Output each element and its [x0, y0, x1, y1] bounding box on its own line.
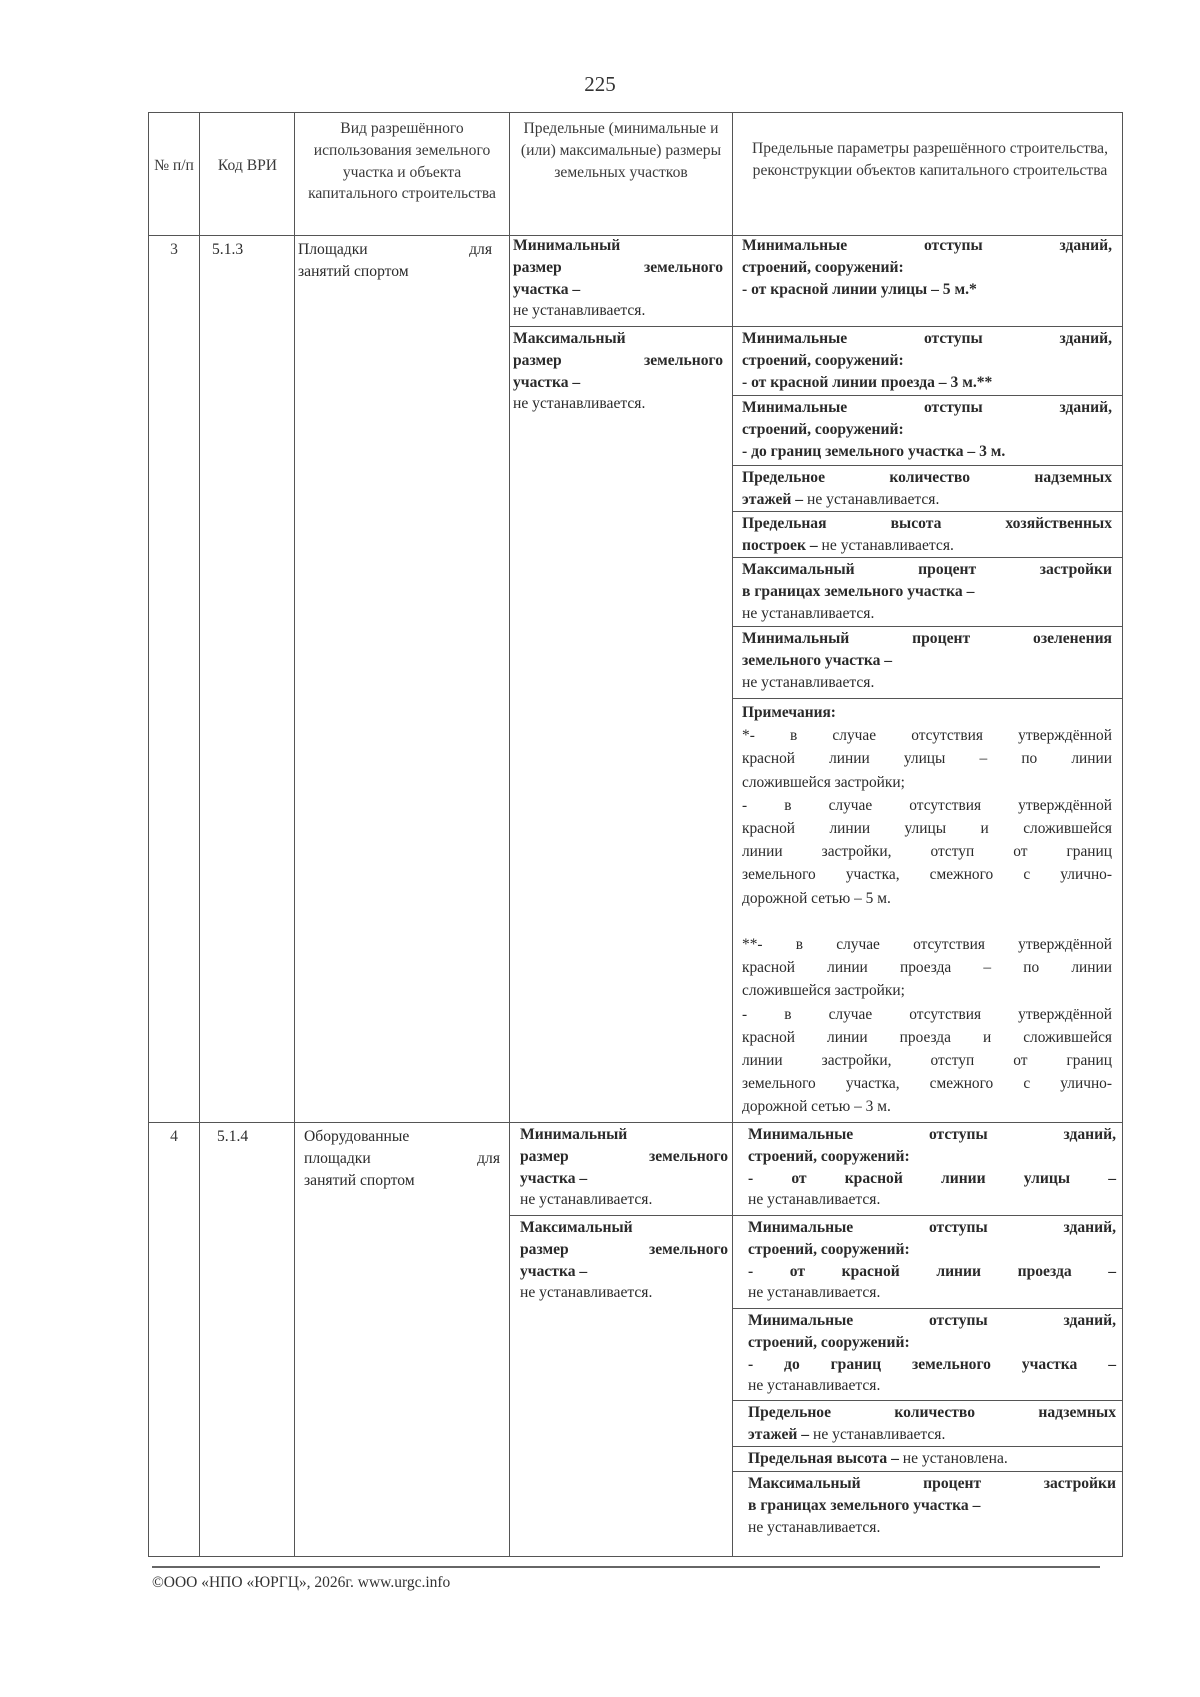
- footer-copyright: ©ООО «НПО «ЮРГЦ», 2026г. www.urgc.info: [152, 1574, 451, 1591]
- col-divider: [199, 112, 200, 1557]
- cell-divider: [732, 326, 1123, 327]
- cell-divider: [732, 511, 1123, 512]
- row-number: 4: [170, 1128, 178, 1145]
- param-block: Предельная высота хозяйственных построек – не устанавливается.: [742, 515, 1112, 554]
- param-block: Минимальные отступы зданий, строений, сооружений: - до границ земельного участка – 3 м.: [742, 399, 1112, 460]
- param-block: Минимальные отступы зданий, строений, сооружений: - от красной линии проезда – не устанавливается.: [748, 1219, 1116, 1302]
- row-kind: Площадки для занятий спортом: [298, 241, 492, 280]
- cell-divider: [732, 465, 1123, 466]
- cell-divider: [509, 1215, 732, 1216]
- header-kind: Вид разрешённого использования земельного участка и объекта капитального строительства: [308, 120, 496, 203]
- param-block: Предельное количество надземных этажей – не устанавливается.: [748, 1404, 1116, 1443]
- min-size-block: Минимальный размер земельного участка – не устанавливается.: [520, 1126, 728, 1209]
- row-code: 5.1.4: [217, 1128, 249, 1145]
- header-code: Код ВРИ: [217, 157, 278, 174]
- param-block: Максимальный процент застройки в границах земельного участка – не устанавливается.: [748, 1475, 1116, 1536]
- col-divider: [732, 112, 733, 1557]
- notes-title: Примечания:: [742, 704, 836, 721]
- cell-divider: [732, 1308, 1123, 1309]
- max-size-block: Максимальный размер земельного участка – не устанавливается.: [513, 330, 723, 413]
- header-number: № п/п: [154, 157, 194, 174]
- row-code: 5.1.3: [212, 241, 244, 258]
- page-number: 225: [584, 72, 616, 96]
- cell-divider: [732, 698, 1123, 699]
- row-divider: [148, 1122, 1123, 1123]
- col-divider: [294, 112, 295, 1557]
- param-block: Минимальный процент озеленения земельного участка – не устанавливается.: [742, 630, 1112, 691]
- param-block: Минимальные отступы зданий, строений, сооружений: - от красной линии проезда – 3 м.**: [742, 330, 1112, 391]
- notes-block: Примечания: *- в случае отсутствия утверждённой красной линии улицы – по линии сложившейся застройки; - в случае отсутствия утверждённой красной линии улицы и сложившейся линии застройки, отступ от границ земельного участка, смежного с улично- дорожной сетью – 5 м. **- в случае отсутствия утверждённой красной линии проезда – по линии сложившейся застройки; - в случае отсутствия утверждённой красной линии проезда и сложившейся линии застройки, отступ от границ земельного участка, смежного с улично- дорожной сетью – 3 м.: [742, 701, 1112, 1119]
- param-block: Минимальные отступы зданий, строений, сооружений: - от красной линии улицы – не устанавливается.: [748, 1126, 1116, 1209]
- col-divider: [509, 112, 510, 1557]
- row-kind: Оборудованные площадки для занятий спортом: [304, 1128, 500, 1189]
- param-block: Минимальные отступы зданий, строений, сооружений: - от красной линии улицы – 5 м.*: [742, 237, 1112, 298]
- param-block: Предельное количество надземных этажей – не устанавливается.: [742, 469, 1112, 508]
- cell-divider: [732, 395, 1123, 396]
- cell-divider: [732, 626, 1123, 627]
- param-block: Предельная высота – не установлена.: [748, 1450, 1008, 1467]
- param-block: Максимальный процент застройки в границах земельного участка – не устанавливается.: [742, 561, 1112, 622]
- cell-divider: [732, 1446, 1123, 1447]
- max-size-block: Максимальный размер земельного участка – не устанавливается.: [520, 1219, 728, 1302]
- min-size-block: Минимальный размер земельного участка – не устанавливается.: [513, 237, 723, 320]
- param-block: Минимальные отступы зданий, строений, сооружений: - до границ земельного участка – не устанавливается.: [748, 1312, 1116, 1395]
- header-params: Предельные параметры разрешённого строительства, реконструкции объектов капитального строительства: [751, 140, 1109, 179]
- row-number: 3: [170, 241, 178, 258]
- footer-rule: [152, 1566, 1100, 1568]
- cell-divider: [732, 1471, 1123, 1472]
- header-sizes: Предельные (минимальные и (или) максимальные) размеры земельных участков: [520, 120, 722, 181]
- cell-divider: [732, 557, 1123, 558]
- cell-divider: [732, 1215, 1123, 1216]
- cell-divider: [732, 1400, 1123, 1401]
- cell-divider: [509, 326, 732, 327]
